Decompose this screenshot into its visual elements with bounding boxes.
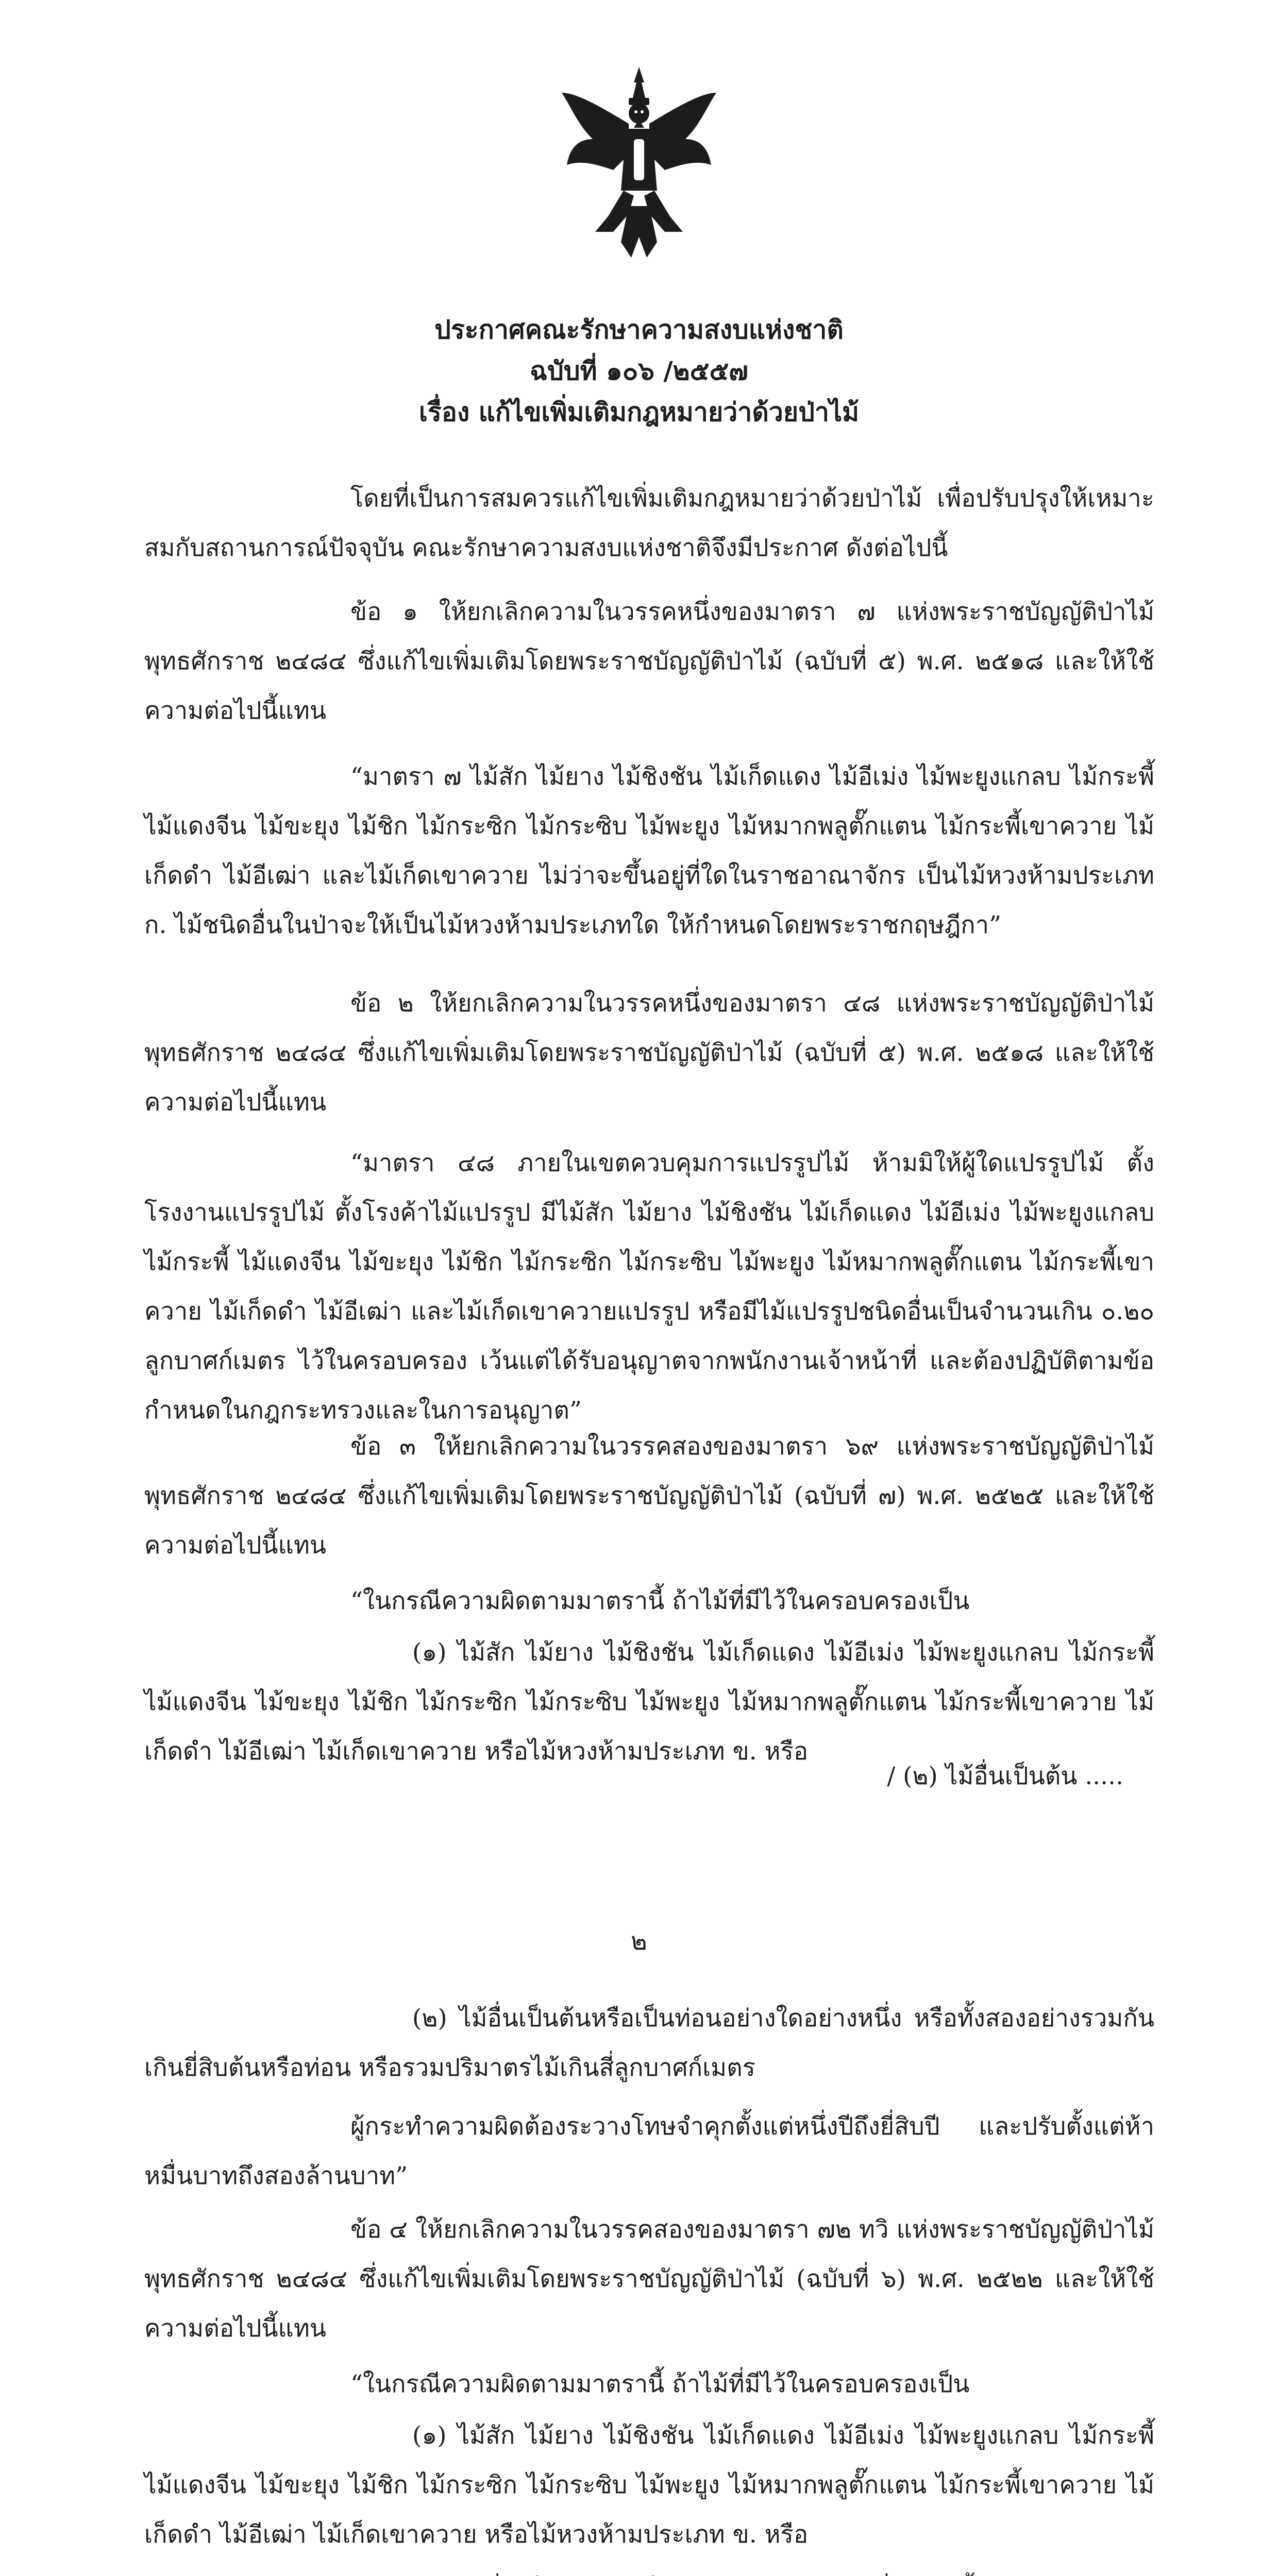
announcement-number: ฉบับที่ ๑๐๖ /๒๕๕๗ [530,355,748,386]
clause-4-paragraph: ข้อ ๔ ให้ยกเลิกความในวรรคสองของมาตรา ๗๒ ทวิ แห่งพระราชบัญญัติป่าไม้ พุทธศักราช ๒๔๘๔ ซึ่งแก้ไขเพิ่มเติมโดยพระราชบัญญัติป่าไม้ (ฉบับที่ ๖) พ.ศ. ๒๕๒๒ และให้ใช้ความต่อไปนี้แทน [144,2215,1154,2343]
page-number: ๒ [631,1927,647,1956]
document-page-2 [0,1803,1278,2576]
section-72bis-item-1: (๑) ไม้สัก ไม้ยาง ไม้ชิงชัน ไม้เก็ดแดง ไม้อีเม่ง ไม้พะยูงแกลบ ไม้กระพี้ ไม้แดงจีน ไม้ขะยุง ไม้ชิก ไม้กระซิก ไม้กระซิบ ไม้พะยูง ไม้หมากพลูตั๊กแตน ไม้กระพี้เขาควาย ไม้เก็ดดำ ไม้อีเฒ่า ไม้เก็ดเขาควาย หรือไม้หวงห้ามประเภท ข. หรือ [144,2421,1154,2549]
section-69-item-1: (๑) ไม้สัก ไม้ยาง ไม้ชิงชัน ไม้เก็ดแดง ไม้อีเม่ง ไม้พะยูงแกลบ ไม้กระพี้ ไม้แดงจีน ไม้ขะยุง ไม้ชิก ไม้กระซิก ไม้กระซิบ ไม้พะยูง ไม้หมากพลูตั๊กแตน ไม้กระพี้เขาควาย ไม้เก็ดดำ ไม้อีเฒ่า ไม้เก็ดเขาควาย หรือไม้หวงห้ามประเภท ข. หรือ [144,1638,1154,1766]
section-7-quote: “มาตรา ๗ ไม้สัก ไม้ยาง ไม้ชิงชัน ไม้เก็ดแดง ไม้อีเม่ง ไม้พะยูงแกลบ ไม้กระพี้ ไม้แดงจีน ไม้ขะยุง ไม้ชิก ไม้กระซิก ไม้กระซิบ ไม้พะยูง ไม้หมากพลูตั๊กแตน ไม้กระพี้เขาควาย ไม้เก็ดดำ ไม้อีเฒ่า และไม้เก็ดเขาควาย ไม่ว่าจะขึ้นอยู่ที่ใดในราชอาณาจักร เป็นไม้หวงห้ามประเภท ก. ไม้ชนิดอื่นในป่าจะให้เป็นไม้หวงห้ามประเภทใด ให้กำหนดโดยพระราชกฤษฎีกา” [144,762,1154,939]
section-69-item-2: (๒) ไม้อื่นเป็นต้นหรือเป็นท่อนอย่างใดอย่างหนึ่ง หรือทั้งสองอย่างรวมกันเกินยี่สิบต้นหรือท่อน หรือรวมปริมาตรไม้เกินสี่ลูกบาศก์เมตร [144,2004,1154,2082]
section-72bis-intro: “ในกรณีความผิดตามมาตรานี้ ถ้าไม้ที่มีไว้ในครอบครองเป็น [350,2370,970,2398]
clause-3-paragraph: ข้อ ๓ ให้ยกเลิกความในวรรคสองของมาตรา ๖๙ แห่งพระราชบัญญัติป่าไม้ พุทธศักราช ๒๔๘๔ ซึ่งแก้ไขเพิ่มเติมโดยพระราชบัญญัติป่าไม้ (ฉบับที่ ๗) พ.ศ. ๒๕๒๕ และให้ใช้ความต่อไปนี้แทน [144,1432,1154,1560]
section-72bis-item-2 [144,2566,1154,2576]
announcement-title: ประกาศคณะรักษาความสงบแห่งชาติ [434,314,844,345]
announcement-subject: เรื่อง แก้ไขเพิ่มเติมกฎหมายว่าด้วยป่าไม้ [418,397,860,427]
announcement-heading [0,309,1278,433]
section-69-penalty: ผู้กระทำความผิดต้องระวางโทษจำคุกตั้งแต่หนึ่งปีถึงยี่สิบปี และปรับตั้งแต่ห้าหมื่นบาทถึงสองล้านบาท” [144,2112,1154,2190]
page-continuation: / (๒) ไม้อื่นเป็นต้น ..... [887,1762,1123,1790]
clause-2-paragraph: ข้อ ๒ ให้ยกเลิกความในวรรคหนึ่งของมาตรา ๔๘ แห่งพระราชบัญญัติป่าไม้ พุทธศักราช ๒๔๘๔ ซึ่งแก้ไขเพิ่มเติมโดยพระราชบัญญัติป่าไม้ (ฉบับที่ ๕) พ.ศ. ๒๕๑๘ และให้ใช้ความต่อไปนี้แทน [144,989,1154,1116]
preamble-paragraph: โดยที่เป็นการสมควรแก้ไขเพิ่มเติมกฎหมายว่าด้วยป่าไม้ เพื่อปรับปรุงให้เหมาะสมกับสถานการณ์ปัจจุบัน คณะรักษาความสงบแห่งชาติจึงมีประกาศ ดังต่อไปนี้ [144,484,1154,562]
section-69-intro: “ในกรณีความผิดตามมาตรานี้ ถ้าไม้ที่มีไว้ในครอบครองเป็น [350,1587,970,1615]
section-48-quote: “มาตรา ๔๘ ภายในเขตควบคุมการแปรรูปไม้ ห้ามมิให้ผู้ใดแปรรูปไม้ ตั้งโรงงานแปรรูปไม้ ตั้งโรงค้าไม้แปรรูป มีไม้สัก ไม้ยาง ไม้ชิงชัน ไม้เก็ดแดง ไม้อีเม่ง ไม้พะยูงแกลบ ไม้กระพี้ ไม้แดงจีน ไม้ขะยุง ไม้ชิก ไม้กระซิก ไม้กระซิบ ไม้พะยูง ไม้หมากพลูตั๊กแตน ไม้กระพี้เขาควาย ไม้เก็ดดำ ไม้อีเฒ่า และไม้เก็ดเขาควายแปรรูป หรือมีไม้แปรรูปชนิดอื่นเป็นจำนวนเกิน ๐.๒๐ ลูกบาศก์เมตร ไว้ในครอบครอง เว้นแต่ได้รับอนุญาตจากพนักงานเจ้าหน้าที่ และต้องปฏิบัติตามข้อกำหนดในกฎกระทรวงและในการอนุญาต” [144,1149,1154,1425]
garuda-emblem [557,62,721,263]
clause-1-paragraph: ข้อ ๑ ให้ยกเลิกความในวรรคหนึ่งของมาตรา ๗ แห่งพระราชบัญญัติป่าไม้ พุทธศักราช ๒๔๘๔ ซึ่งแก้ไขเพิ่มเติมโดยพระราชบัญญัติป่าไม้ (ฉบับที่ ๕) พ.ศ. ๒๕๑๘ และให้ใช้ความต่อไปนี้แทน [144,598,1154,725]
